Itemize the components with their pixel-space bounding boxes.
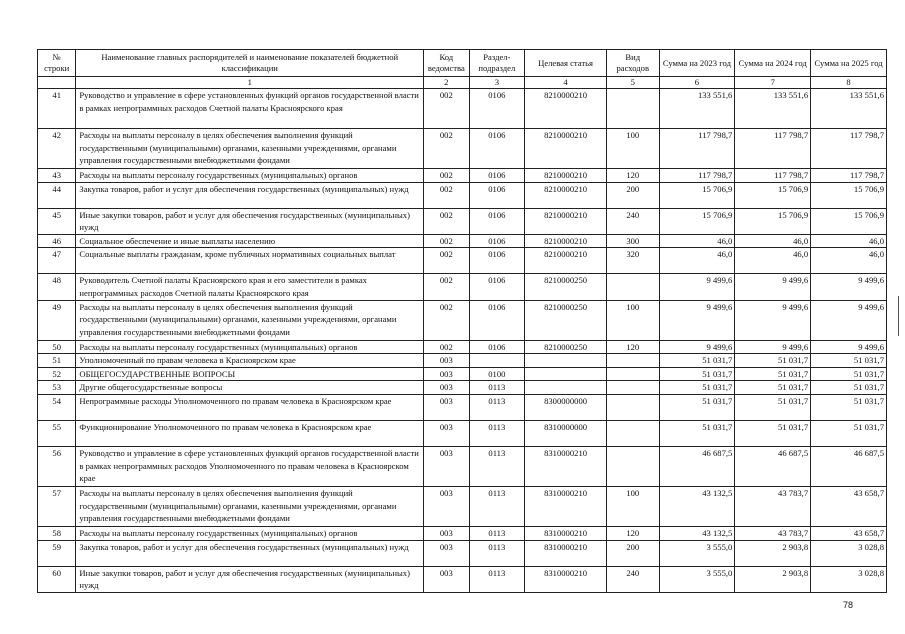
target-article-cell: 8210000210 [525,169,607,183]
column-number-row [38,77,887,89]
section-cell: 0113 [469,540,525,566]
sum-2025-cell: 46,0 [811,248,887,274]
sum-2025-cell: 9 499,6 [811,340,887,354]
section-cell: 0106 [469,129,525,169]
target-article-cell: 8210000250 [525,300,607,340]
sum-2025-cell: 51 031,7 [811,381,887,395]
target-article-cell: 8210000250 [525,340,607,354]
row-number-cell: 57 [38,486,76,526]
section-cell: 0113 [469,566,525,592]
section-cell: 0106 [469,300,525,340]
dept-code-cell: 002 [424,129,469,169]
header-sum-2024: Сумма на 2024 год [735,50,811,77]
name-cell: Закупка товаров, работ и услуг для обеспечения государственных (муниципальных) нужд [76,182,424,208]
name-cell: Расходы на выплаты персоналу государственных (муниципальных) органов [76,526,424,540]
header-target-article: Целевая статья [525,50,607,77]
sum-2023-cell: 51 031,7 [659,420,735,446]
section-cell: 0113 [469,486,525,526]
sum-2024-cell: 51 031,7 [735,381,811,395]
dept-code-cell: 002 [424,340,469,354]
table-row [38,169,887,183]
sum-2025-cell: 43 658,7 [811,486,887,526]
sum-2023-cell: 9 499,6 [659,340,735,354]
sum-2024-cell: 117 798,7 [735,129,811,169]
table-row [38,208,887,234]
name-cell: Социальное обеспечение и иные выплаты населению [76,234,424,248]
dept-code-cell: 003 [424,354,469,368]
section-cell: 0106 [469,182,525,208]
section-cell: 0100 [469,367,525,381]
section-cell: 0113 [469,420,525,446]
target-article-cell: 8210000210 [525,182,607,208]
name-cell: Закупка товаров, работ и услуг для обеспечения государственных (муниципальных) нужд [76,540,424,566]
expense-type-cell: 240 [606,566,659,592]
name-cell: Расходы на выплаты персоналу в целях обеспечения выполнения функций государственными (муниципальными) органами, казенными учреждениями, органами управления государственными внебюджетными фондами [76,300,424,340]
dept-code-cell: 003 [424,367,469,381]
sum-2024-cell: 51 031,7 [735,354,811,368]
table-body [38,89,887,593]
target-article-cell: 8310000210 [525,566,607,592]
expense-type-cell: 200 [606,540,659,566]
row-number-cell: 49 [38,300,76,340]
sum-2024-cell: 51 031,7 [735,394,811,420]
expense-type-cell [606,446,659,486]
column-number: 6 [659,77,735,89]
sum-2025-cell: 117 798,7 [811,169,887,183]
expense-type-cell [606,274,659,300]
row-number-cell: 43 [38,169,76,183]
row-number-cell: 51 [38,354,76,368]
sum-2024-cell: 43 783,7 [735,486,811,526]
sum-2023-cell: 51 031,7 [659,354,735,368]
row-number-cell: 56 [38,446,76,486]
row-number-cell: 41 [38,89,76,129]
page-number: 78 [843,600,854,610]
row-number-cell: 44 [38,182,76,208]
dept-code-cell: 002 [424,274,469,300]
dept-code-cell: 002 [424,89,469,129]
header-expense-type: Вид расходов [606,50,659,77]
section-cell: 0113 [469,394,525,420]
section-cell [469,354,525,368]
table-row [38,394,887,420]
sum-2024-cell: 2 903,8 [735,566,811,592]
name-cell: Расходы на выплаты персоналу в целях обеспечения выполнения функций государственными (муниципальными) органами, казенными учреждениями, органами управления государственными внебюджетными фондами [76,486,424,526]
sum-2025-cell: 15 706,9 [811,208,887,234]
target-article-cell [525,367,607,381]
sum-2023-cell: 46,0 [659,248,735,274]
section-cell: 0106 [469,208,525,234]
dept-code-cell: 002 [424,182,469,208]
dept-code-cell: 002 [424,169,469,183]
target-article-cell: 8210000250 [525,274,607,300]
budget-table [37,49,887,593]
sum-2024-cell: 46,0 [735,248,811,274]
row-number-cell: 58 [38,526,76,540]
row-number-cell: 50 [38,340,76,354]
sum-2024-cell: 51 031,7 [735,367,811,381]
expense-type-cell [606,354,659,368]
sum-2023-cell: 46,0 [659,234,735,248]
section-cell: 0113 [469,446,525,486]
table-row [38,566,887,592]
name-cell: Уполномоченный по правам человека в Красноярском крае [76,354,424,368]
sum-2023-cell: 3 555,0 [659,566,735,592]
dept-code-cell: 003 [424,420,469,446]
sum-2024-cell: 51 031,7 [735,420,811,446]
target-article-cell [525,381,607,395]
name-cell: Руководство и управление в сфере установленных функций органов государственной власти в рамках непрограммных расходов Уполномоченного по правам человека в Красноярском крае [76,446,424,486]
name-cell: Непрограммные расходы Уполномоченного по правам человека в Красноярском крае [76,394,424,420]
sum-2025-cell: 51 031,7 [811,420,887,446]
table-row [38,89,887,129]
row-number-cell: 54 [38,394,76,420]
sum-2025-cell: 51 031,7 [811,394,887,420]
section-cell: 0113 [469,526,525,540]
sum-2023-cell: 43 132,5 [659,526,735,540]
column-number: 4 [525,77,607,89]
column-number [38,77,76,89]
name-cell: ОБЩЕГОСУДАРСТВЕННЫЕ ВОПРОСЫ [76,367,424,381]
expense-type-cell [606,89,659,129]
target-article-cell: 8210000210 [525,89,607,129]
target-article-cell: 8310000210 [525,446,607,486]
table-row [38,248,887,274]
column-number: 5 [606,77,659,89]
column-number: 2 [424,77,469,89]
sum-2023-cell: 9 499,6 [659,274,735,300]
table-row [38,182,887,208]
sum-2024-cell: 117 798,7 [735,169,811,183]
target-article-cell: 8210000210 [525,208,607,234]
target-article-cell: 8210000210 [525,234,607,248]
name-cell: Расходы на выплаты персоналу государственных (муниципальных) органов [76,169,424,183]
target-article-cell: 8210000210 [525,129,607,169]
dept-code-cell: 003 [424,381,469,395]
header-row-number: № строки [38,50,76,77]
sum-2025-cell: 46 687,5 [811,446,887,486]
table-row [38,129,887,169]
name-cell: Социальные выплаты гражданам, кроме публичных нормативных социальных выплат [76,248,424,274]
row-number-cell: 59 [38,540,76,566]
table-row [38,526,887,540]
row-number-cell: 52 [38,367,76,381]
sum-2024-cell: 9 499,6 [735,340,811,354]
name-cell: Расходы на выплаты персоналу государственных (муниципальных) органов [76,340,424,354]
sum-2023-cell: 117 798,7 [659,129,735,169]
table-row [38,274,887,300]
column-number: 3 [469,77,525,89]
sum-2024-cell: 9 499,6 [735,300,811,340]
row-number-cell: 60 [38,566,76,592]
header-section: Раздел-подраздел [469,50,525,77]
dept-code-cell: 002 [424,208,469,234]
sum-2025-cell: 46,0 [811,234,887,248]
section-cell: 0113 [469,381,525,395]
name-cell: Иные закупки товаров, работ и услуг для обеспечения государственных (муниципальных) нужд [76,208,424,234]
table-row [38,486,887,526]
sum-2023-cell: 15 706,9 [659,208,735,234]
sum-2025-cell: 15 706,9 [811,182,887,208]
sum-2023-cell: 51 031,7 [659,367,735,381]
expense-type-cell [606,367,659,381]
table-row [38,381,887,395]
row-number-cell: 48 [38,274,76,300]
dept-code-cell: 002 [424,234,469,248]
sum-2025-cell: 9 499,6 [811,274,887,300]
header-sum-2025: Сумма на 2025 год [811,50,887,77]
budget-table-sheet [37,49,887,593]
sum-2025-cell: 51 031,7 [811,367,887,381]
expense-type-cell: 200 [606,182,659,208]
sum-2023-cell: 3 555,0 [659,540,735,566]
expense-type-cell: 300 [606,234,659,248]
dept-code-cell: 003 [424,540,469,566]
section-cell: 0106 [469,248,525,274]
section-cell: 0106 [469,274,525,300]
row-number-cell: 53 [38,381,76,395]
sum-2024-cell: 46,0 [735,234,811,248]
sum-2024-cell: 2 903,8 [735,540,811,566]
sum-2023-cell: 9 499,6 [659,300,735,340]
target-article-cell: 8210000210 [525,248,607,274]
dept-code-cell: 003 [424,446,469,486]
sum-2024-cell: 43 783,7 [735,526,811,540]
sum-2023-cell: 51 031,7 [659,394,735,420]
section-cell: 0106 [469,234,525,248]
row-number-cell: 42 [38,129,76,169]
sum-2023-cell: 133 551,6 [659,89,735,129]
sum-2025-cell: 133 551,6 [811,89,887,129]
target-article-cell: 8310000000 [525,420,607,446]
margin-mark [898,296,899,336]
column-number: 7 [735,77,811,89]
expense-type-cell: 120 [606,169,659,183]
row-number-cell: 46 [38,234,76,248]
expense-type-cell [606,420,659,446]
sum-2023-cell: 51 031,7 [659,381,735,395]
dept-code-cell: 002 [424,300,469,340]
sum-2025-cell: 9 499,6 [811,300,887,340]
expense-type-cell: 100 [606,486,659,526]
header-sum-2023: Сумма на 2023 год [659,50,735,77]
sum-2024-cell: 15 706,9 [735,182,811,208]
expense-type-cell: 320 [606,248,659,274]
table-row [38,446,887,486]
target-article-cell [525,354,607,368]
sum-2023-cell: 117 798,7 [659,169,735,183]
dept-code-cell: 002 [424,248,469,274]
header-name: Наименование главных распорядителей и наименование показателей бюджетной классификации [76,50,424,77]
name-cell: Иные закупки товаров, работ и услуг для обеспечения государственных (муниципальных) нужд [76,566,424,592]
target-article-cell: 8310000210 [525,540,607,566]
sum-2025-cell: 117 798,7 [811,129,887,169]
table-row [38,300,887,340]
expense-type-cell: 120 [606,526,659,540]
row-number-cell: 55 [38,420,76,446]
expense-type-cell [606,394,659,420]
sum-2025-cell: 51 031,7 [811,354,887,368]
name-cell: Руководитель Счетной палаты Красноярского края и его заместители в рамках непрограммных расходов Счетной палаты Красноярского края [76,274,424,300]
sum-2024-cell: 15 706,9 [735,208,811,234]
sum-2024-cell: 9 499,6 [735,274,811,300]
dept-code-cell: 003 [424,566,469,592]
section-cell: 0106 [469,169,525,183]
sum-2023-cell: 43 132,5 [659,486,735,526]
expense-type-cell: 120 [606,340,659,354]
table-row [38,354,887,368]
name-cell: Функционирование Уполномоченного по правам человека в Красноярском крае [76,420,424,446]
sum-2023-cell: 15 706,9 [659,182,735,208]
dept-code-cell: 003 [424,526,469,540]
target-article-cell: 8300000000 [525,394,607,420]
expense-type-cell: 240 [606,208,659,234]
dept-code-cell: 003 [424,394,469,420]
expense-type-cell: 100 [606,300,659,340]
dept-code-cell: 003 [424,486,469,526]
section-cell: 0106 [469,340,525,354]
target-article-cell: 8310000210 [525,526,607,540]
expense-type-cell: 100 [606,129,659,169]
table-row [38,540,887,566]
table-row [38,367,887,381]
table-row [38,234,887,248]
name-cell: Руководство и управление в сфере установленных функций органов государственной власти в рамках непрограммных расходов Счетной палаты Красноярского края [76,89,424,129]
section-cell: 0106 [469,89,525,129]
sum-2025-cell: 43 658,7 [811,526,887,540]
table-row [38,340,887,354]
row-number-cell: 47 [38,248,76,274]
name-cell: Расходы на выплаты персоналу в целях обеспечения выполнения функций государственными (муниципальными) органами, казенными учреждениями, органами управления государственными внебюджетными фондами [76,129,424,169]
sum-2025-cell: 3 028,8 [811,540,887,566]
sum-2024-cell: 46 687,5 [735,446,811,486]
sum-2025-cell: 3 028,8 [811,566,887,592]
expense-type-cell [606,381,659,395]
target-article-cell: 8310000210 [525,486,607,526]
table-row [38,420,887,446]
sum-2024-cell: 133 551,6 [735,89,811,129]
header-dept-code: Код ведомства [424,50,469,77]
column-number: 8 [811,77,887,89]
name-cell: Другие общегосударственные вопросы [76,381,424,395]
header-row [38,50,887,77]
column-number: 1 [76,77,424,89]
sum-2023-cell: 46 687,5 [659,446,735,486]
row-number-cell: 45 [38,208,76,234]
